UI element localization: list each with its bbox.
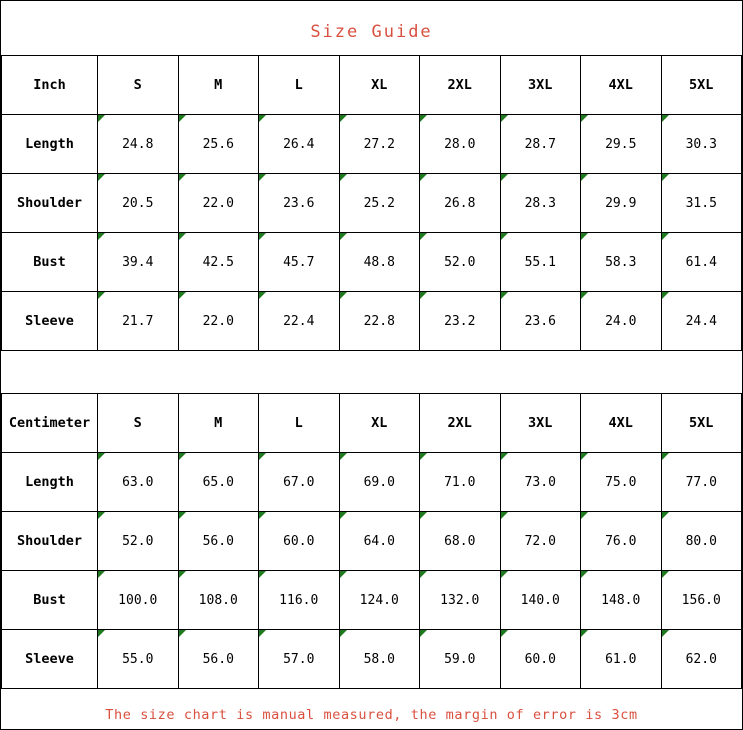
centimeter-size-table (1, 393, 742, 689)
cell-shoulder-2xl: 68.0 (420, 512, 501, 571)
row-label-length: Length (2, 115, 98, 174)
cell-sleeve-5xl: 24.4 (661, 292, 742, 351)
cell-bust-xl: 48.8 (339, 233, 420, 292)
cell-bust-4xl: 58.3 (581, 233, 662, 292)
size-header-m: M (178, 394, 259, 453)
cell-sleeve-5xl: 62.0 (661, 630, 742, 689)
table-row (2, 630, 742, 689)
cell-sleeve-l: 57.0 (259, 630, 340, 689)
cell-length-s: 24.8 (98, 115, 179, 174)
cell-sleeve-3xl: 23.6 (500, 292, 581, 351)
cell-length-m: 25.6 (178, 115, 259, 174)
cell-bust-4xl: 148.0 (581, 571, 662, 630)
cell-shoulder-2xl: 26.8 (420, 174, 501, 233)
cell-bust-xl: 124.0 (339, 571, 420, 630)
cell-shoulder-m: 22.0 (178, 174, 259, 233)
size-header-4xl: 4XL (581, 56, 662, 115)
footer-note: The size chart is manual measured, the margin of error is 3cm (105, 707, 638, 723)
row-label-length: Length (2, 453, 98, 512)
cell-sleeve-4xl: 61.0 (581, 630, 662, 689)
cell-length-4xl: 75.0 (581, 453, 662, 512)
cell-sleeve-2xl: 23.2 (420, 292, 501, 351)
cell-bust-m: 42.5 (178, 233, 259, 292)
cell-sleeve-s: 21.7 (98, 292, 179, 351)
cell-length-s: 63.0 (98, 453, 179, 512)
cell-sleeve-4xl: 24.0 (581, 292, 662, 351)
table-row (2, 233, 742, 292)
table-row (2, 453, 742, 512)
cell-bust-m: 108.0 (178, 571, 259, 630)
cell-bust-s: 39.4 (98, 233, 179, 292)
row-label-bust: Bust (2, 571, 98, 630)
cell-sleeve-3xl: 60.0 (500, 630, 581, 689)
cell-length-3xl: 28.7 (500, 115, 581, 174)
cell-shoulder-xl: 64.0 (339, 512, 420, 571)
cell-sleeve-m: 22.0 (178, 292, 259, 351)
cell-sleeve-xl: 58.0 (339, 630, 420, 689)
cell-length-2xl: 71.0 (420, 453, 501, 512)
cell-shoulder-3xl: 72.0 (500, 512, 581, 571)
cell-shoulder-s: 52.0 (98, 512, 179, 571)
table-row (2, 115, 742, 174)
cell-shoulder-3xl: 28.3 (500, 174, 581, 233)
cell-shoulder-s: 20.5 (98, 174, 179, 233)
table-header-row (2, 56, 742, 115)
table-row (2, 571, 742, 630)
cell-length-4xl: 29.5 (581, 115, 662, 174)
cell-length-xl: 69.0 (339, 453, 420, 512)
table-row (2, 174, 742, 233)
inch-size-table (1, 55, 742, 351)
cell-shoulder-5xl: 80.0 (661, 512, 742, 571)
size-header-5xl: 5XL (661, 56, 742, 115)
cell-sleeve-2xl: 59.0 (420, 630, 501, 689)
row-label-bust: Bust (2, 233, 98, 292)
size-header-5xl: 5XL (661, 394, 742, 453)
cell-bust-l: 116.0 (259, 571, 340, 630)
size-header-2xl: 2XL (420, 56, 501, 115)
table-row (2, 512, 742, 571)
cell-length-m: 65.0 (178, 453, 259, 512)
size-header-3xl: 3XL (500, 56, 581, 115)
cell-shoulder-m: 56.0 (178, 512, 259, 571)
size-header-4xl: 4XL (581, 394, 662, 453)
page-title: Size Guide (310, 22, 433, 42)
cell-sleeve-m: 56.0 (178, 630, 259, 689)
cell-length-l: 67.0 (259, 453, 340, 512)
cell-bust-2xl: 132.0 (420, 571, 501, 630)
table-header-row (2, 394, 742, 453)
size-header-m: M (178, 56, 259, 115)
row-label-sleeve: Sleeve (2, 630, 98, 689)
unit-label-centimeter: Centimeter (2, 394, 98, 453)
size-header-l: L (259, 394, 340, 453)
cell-bust-3xl: 55.1 (500, 233, 581, 292)
cell-length-5xl: 77.0 (661, 453, 742, 512)
size-header-xl: XL (339, 56, 420, 115)
size-header-3xl: 3XL (500, 394, 581, 453)
cell-shoulder-l: 60.0 (259, 512, 340, 571)
cell-sleeve-l: 22.4 (259, 292, 340, 351)
size-header-s: S (98, 394, 179, 453)
cell-shoulder-4xl: 29.9 (581, 174, 662, 233)
size-header-2xl: 2XL (420, 394, 501, 453)
cell-bust-5xl: 61.4 (661, 233, 742, 292)
cell-sleeve-s: 55.0 (98, 630, 179, 689)
cell-length-3xl: 73.0 (500, 453, 581, 512)
row-label-shoulder: Shoulder (2, 512, 98, 571)
cell-sleeve-xl: 22.8 (339, 292, 420, 351)
table-row (2, 292, 742, 351)
size-header-xl: XL (339, 394, 420, 453)
cell-shoulder-xl: 25.2 (339, 174, 420, 233)
cell-length-xl: 27.2 (339, 115, 420, 174)
cell-bust-5xl: 156.0 (661, 571, 742, 630)
table-spacer (1, 351, 742, 393)
cell-bust-s: 100.0 (98, 571, 179, 630)
size-header-s: S (98, 56, 179, 115)
cell-length-5xl: 30.3 (661, 115, 742, 174)
row-label-shoulder: Shoulder (2, 174, 98, 233)
cell-bust-2xl: 52.0 (420, 233, 501, 292)
size-header-l: L (259, 56, 340, 115)
cell-shoulder-4xl: 76.0 (581, 512, 662, 571)
cell-shoulder-5xl: 31.5 (661, 174, 742, 233)
cell-bust-l: 45.7 (259, 233, 340, 292)
row-label-sleeve: Sleeve (2, 292, 98, 351)
cell-bust-3xl: 140.0 (500, 571, 581, 630)
unit-label-inch: Inch (2, 56, 98, 115)
cell-length-2xl: 28.0 (420, 115, 501, 174)
cell-length-l: 26.4 (259, 115, 340, 174)
cell-shoulder-l: 23.6 (259, 174, 340, 233)
